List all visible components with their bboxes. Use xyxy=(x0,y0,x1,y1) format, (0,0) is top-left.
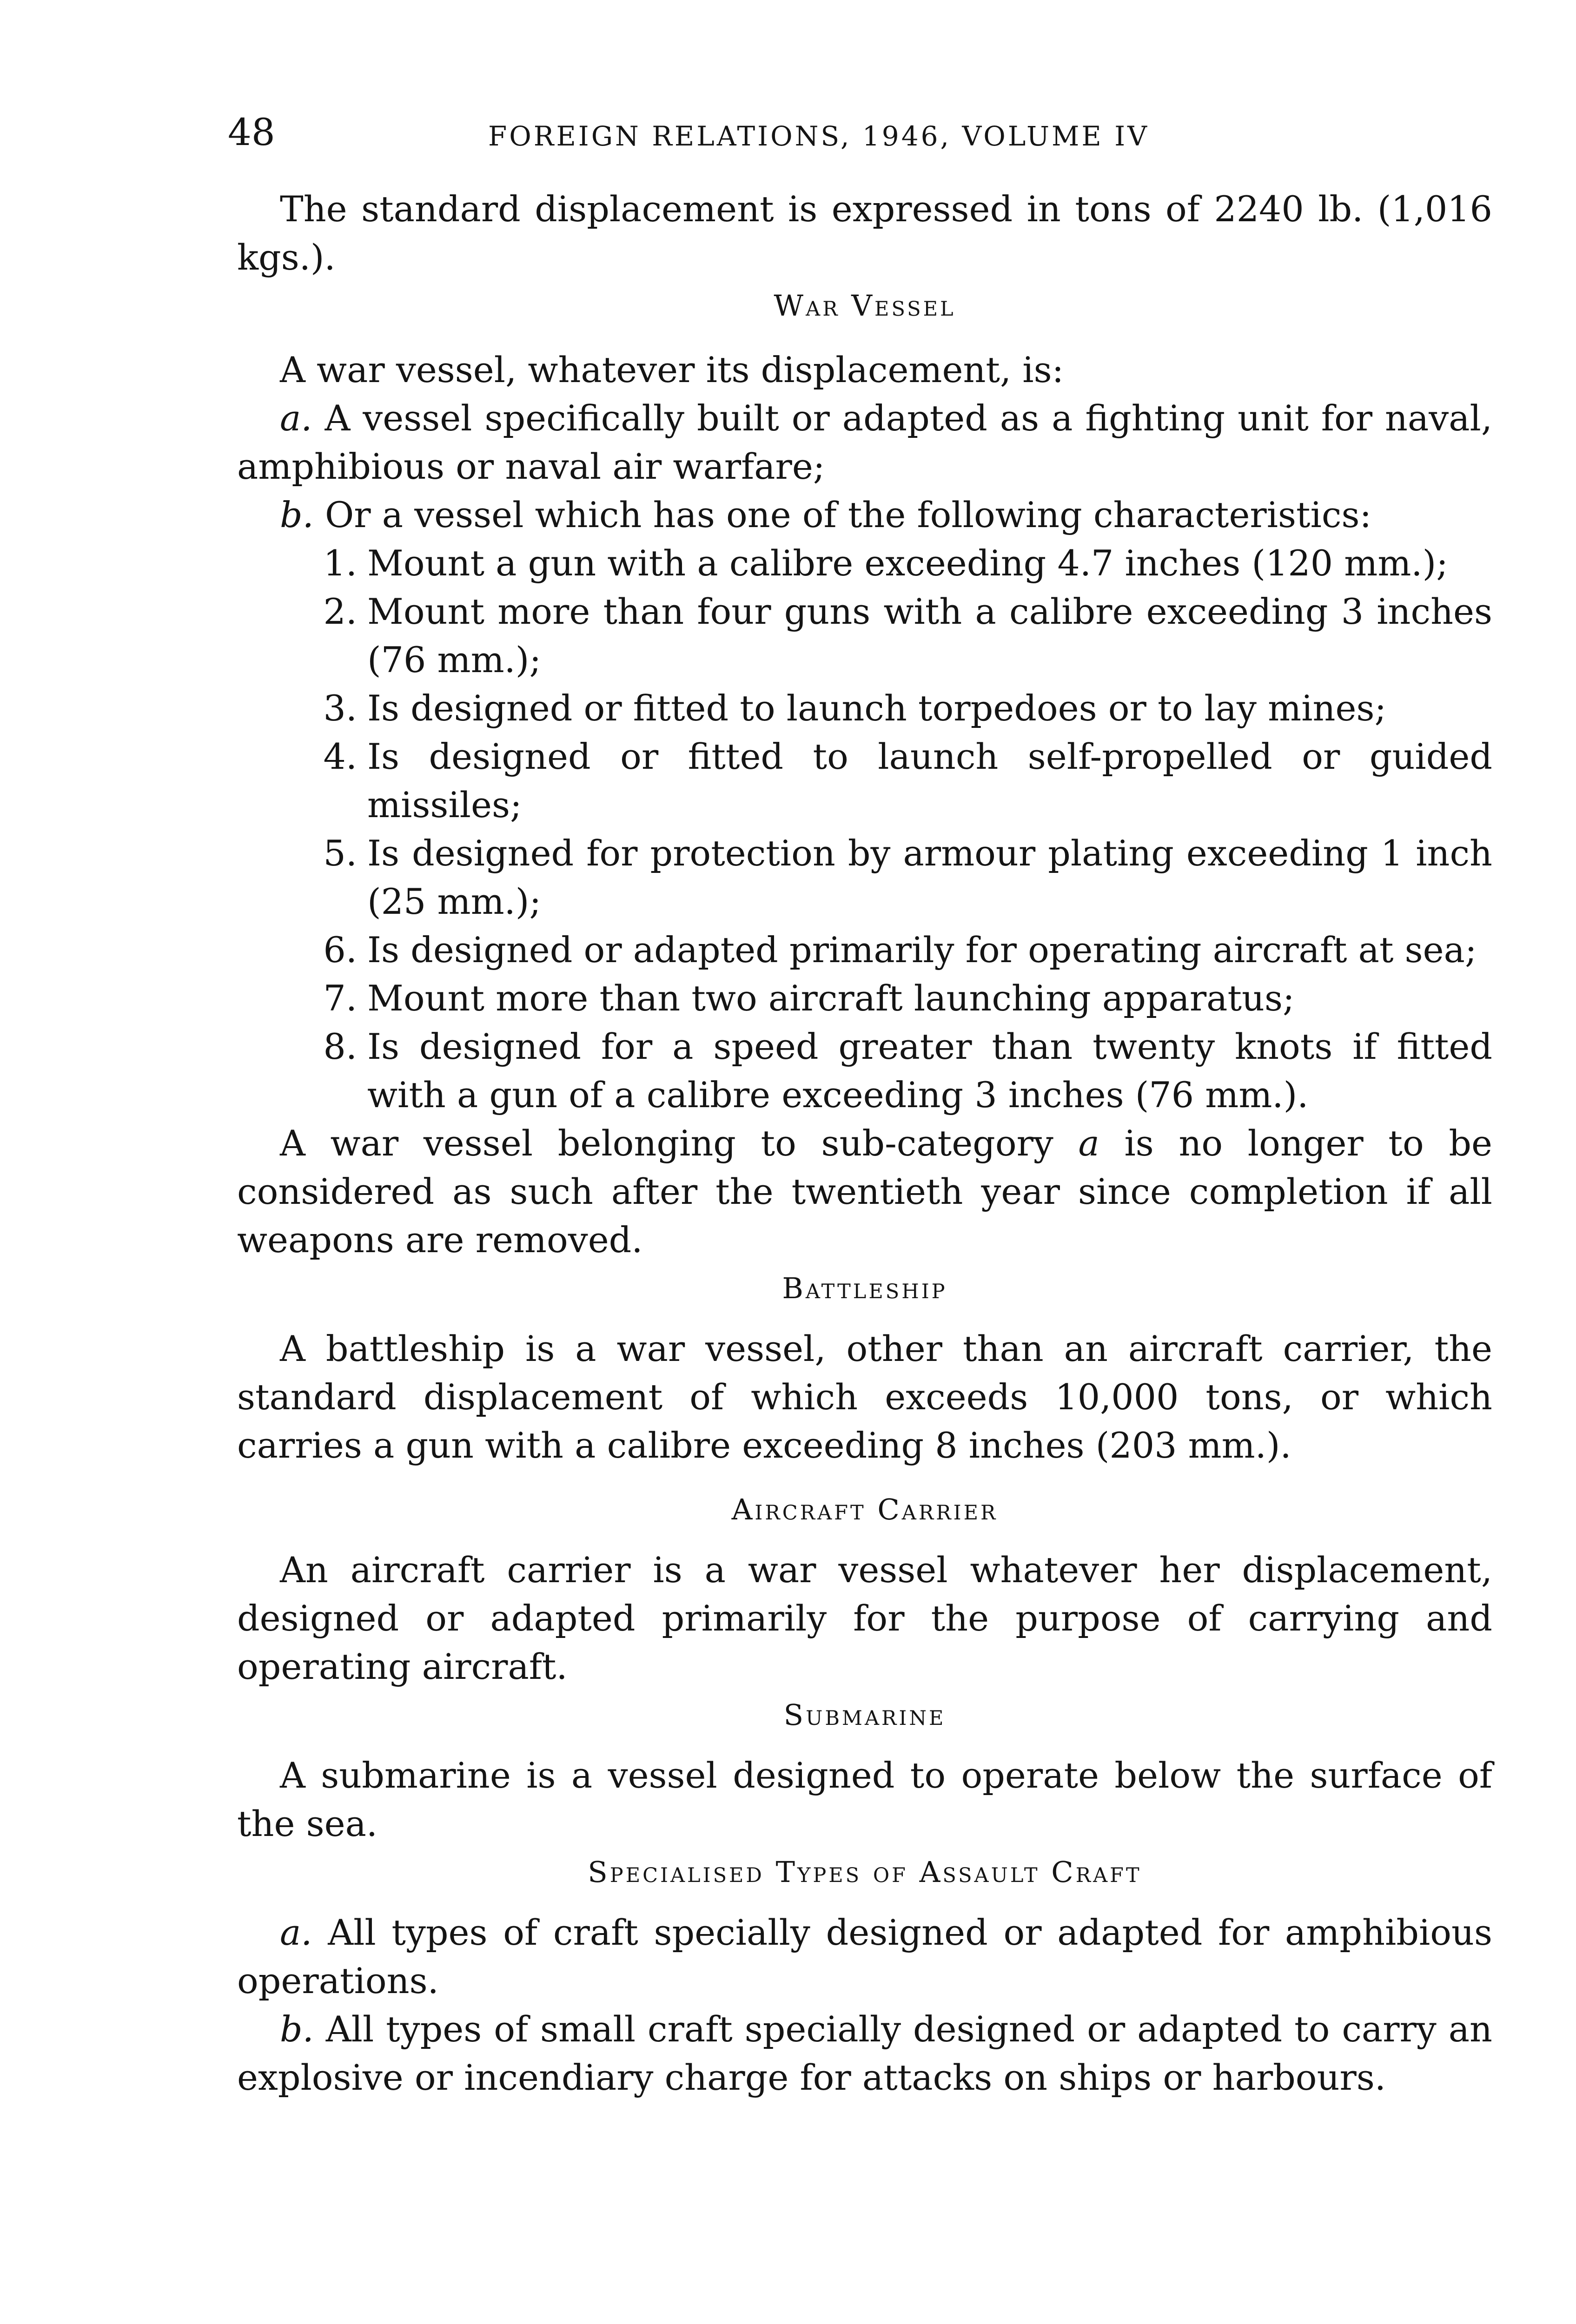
characteristic-item xyxy=(237,926,1492,974)
war-vessel-sub-b xyxy=(237,491,1492,539)
characteristic-item xyxy=(237,588,1492,684)
aircraft-carrier-paragraph: An aircraft carrier is a war vessel whatever her displacement, designed or adapted primarily for the purpose of carrying and operating aircraft. xyxy=(237,1549,1492,1687)
section-heading-war-vessel: War Vessel xyxy=(774,289,956,323)
characteristic-number: 6. xyxy=(323,929,357,971)
characteristic-number: 2. xyxy=(323,591,357,632)
closing-sub-category-marker: a xyxy=(1078,1122,1099,1164)
submarine-paragraph: A submarine is a vessel designed to operate below the surface of the sea. xyxy=(237,1755,1492,1844)
section-heading-assault-craft: Specialised Types of Assault Craft xyxy=(588,1855,1142,1889)
war-vessel-lead: A war vessel, whatever its displacement, is: xyxy=(280,349,1064,390)
characteristic-number: 3. xyxy=(323,687,357,729)
characteristic-text: Is designed for protection by armour plating exceeding 1 inch (25 mm.); xyxy=(367,832,1492,922)
assault-item-a-marker: a. xyxy=(280,1912,312,1953)
assault-craft-item-b xyxy=(237,2005,1492,2102)
characteristic-number: 8. xyxy=(323,1026,357,1067)
characteristic-item xyxy=(237,539,1492,588)
assault-item-b-marker: b. xyxy=(280,2008,314,2050)
assault-item-b-text: All types of small craft specially designed or adapted to carry an explosive or incendiary charge for attacks on ships or harbours. xyxy=(237,2008,1492,2098)
characteristic-text: Is designed or fitted to launch self-propelled or guided missiles; xyxy=(367,736,1492,825)
characteristic-number: 7. xyxy=(323,977,357,1019)
characteristic-number: 4. xyxy=(323,736,357,777)
characteristic-text: Is designed or adapted primarily for operating aircraft at sea; xyxy=(367,929,1477,971)
characteristic-number: 1. xyxy=(323,542,357,584)
characteristic-text: Mount a gun with a calibre exceeding 4.7 inches (120 mm.); xyxy=(367,542,1448,584)
closing-text-end: is no longer to be considered as such after the twentieth year since completion if all weapons are removed. xyxy=(237,1122,1492,1261)
characteristic-item xyxy=(237,974,1492,1023)
characteristic-text: Mount more than four guns with a calibre exceeding 3 inches (76 mm.); xyxy=(367,591,1492,680)
characteristic-item xyxy=(237,829,1492,926)
sub-a-text: A vessel specifically built or adapted as a fighting unit for naval, amphibious or naval air warfare; xyxy=(237,397,1492,487)
characteristic-item xyxy=(237,684,1492,733)
characteristic-text: Is designed for a speed greater than twenty knots if fitted with a gun of a calibre exceeding 3 inches (76 mm.). xyxy=(367,1026,1492,1116)
document-body xyxy=(237,185,1492,2102)
intro-paragraph: The standard displacement is expressed in tons of 2240 lb. (1,016 kgs.). xyxy=(237,188,1492,278)
characteristic-number: 5. xyxy=(323,832,357,874)
war-vessel-closing xyxy=(237,1119,1492,1264)
characteristic-item xyxy=(237,733,1492,829)
sub-b-marker: b. xyxy=(280,494,314,535)
characteristic-item xyxy=(237,1023,1492,1119)
characteristic-text: Is designed or fitted to launch torpedoes or to lay mines; xyxy=(367,687,1387,729)
closing-text-start: A war vessel belonging to sub-category xyxy=(280,1122,1053,1164)
characteristic-text: Mount more than two aircraft launching apparatus; xyxy=(367,977,1295,1019)
running-title: FOREIGN RELATIONS, 1946, VOLUME IV xyxy=(488,120,1149,152)
battleship-paragraph: A battleship is a war vessel, other than an aircraft carrier, the standard displacement of which exceeds 10,000 tons, or which carries a gun with a calibre exceeding 8 inches (203 mm.). xyxy=(237,1328,1492,1466)
sub-a-marker: a. xyxy=(280,397,312,439)
running-header xyxy=(228,107,1492,158)
assault-item-a-text: All types of craft specially designed or adapted for amphibious operations. xyxy=(237,1912,1492,2001)
section-heading-battleship: Battleship xyxy=(782,1271,947,1305)
section-heading-aircraft-carrier: Aircraft Carrier xyxy=(731,1492,998,1526)
war-vessel-sub-a xyxy=(237,394,1492,491)
assault-craft-item-a xyxy=(237,1908,1492,2005)
sub-b-text: Or a vessel which has one of the following characteristics: xyxy=(324,494,1372,535)
section-heading-submarine: Submarine xyxy=(783,1698,946,1732)
page-number: 48 xyxy=(228,111,275,154)
